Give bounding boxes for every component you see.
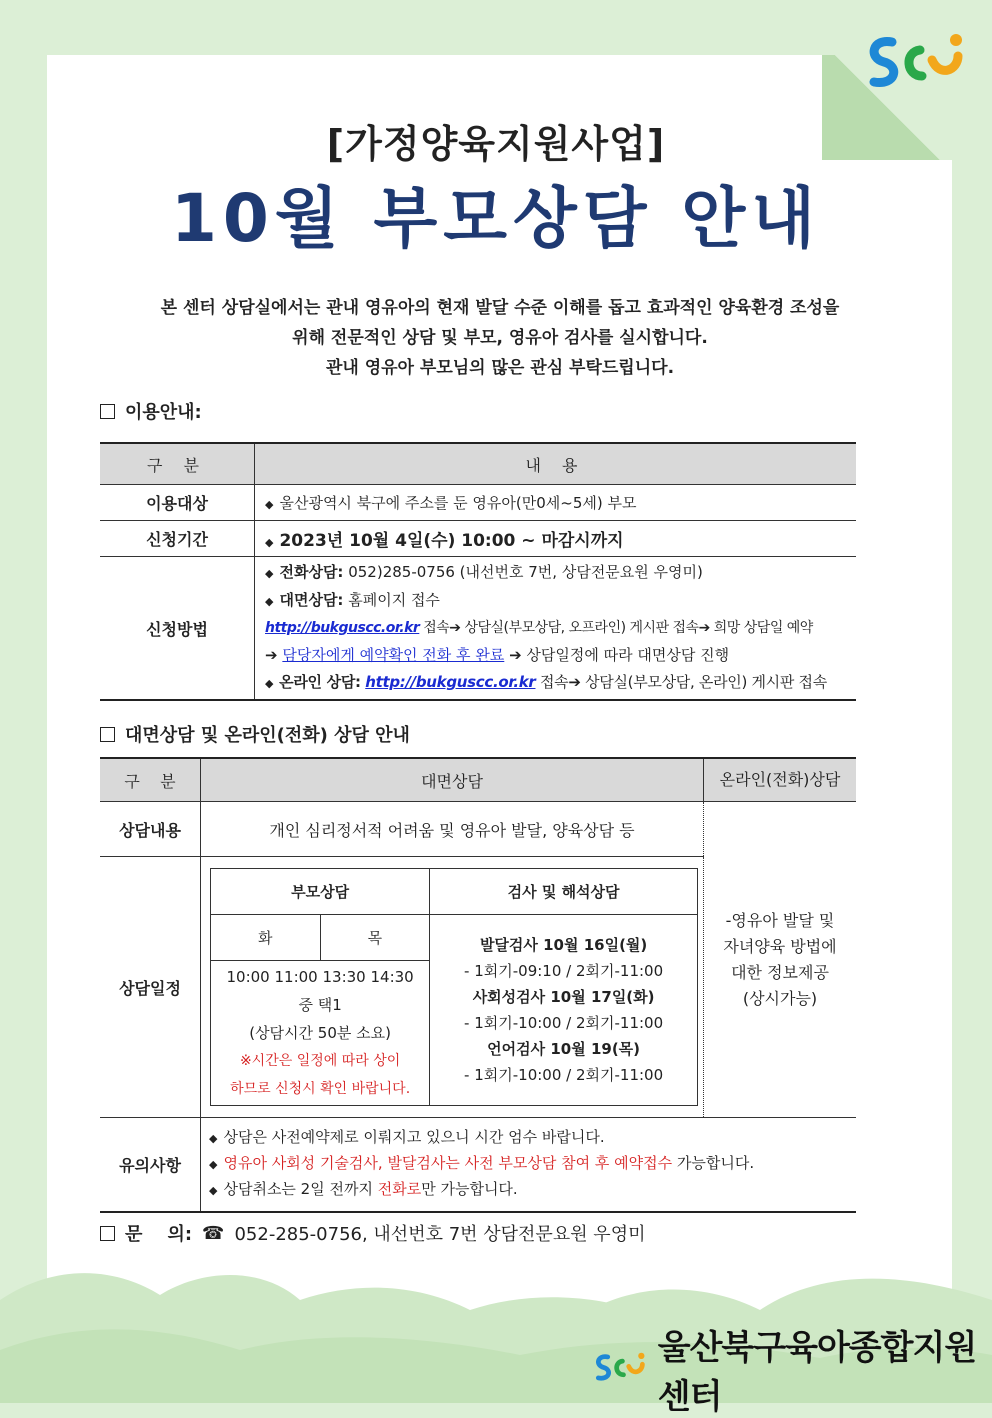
confirm-line-after: ➔ 상담일정에 따라 대면상담 진행	[509, 646, 730, 664]
online-method	[265, 669, 846, 697]
online-link-after: 접속➔ 상담실(부모상담, 온라인) 게시판 접속	[539, 673, 827, 691]
target-value	[255, 485, 857, 521]
usage-table	[100, 442, 856, 701]
parent-note: ※시간은 일정에 따라 상이	[239, 1053, 401, 1069]
center-logo-icon	[592, 1343, 650, 1395]
diamond-bullet-icon: ◆	[209, 1132, 218, 1146]
parent-choose: 중 택1	[298, 996, 342, 1014]
method-label: 신청방법	[100, 557, 255, 701]
counsel-table	[100, 757, 856, 1213]
diamond-bullet-icon: ◆	[265, 498, 274, 511]
visit-method-value: 홈페이지 접수	[348, 591, 440, 609]
online-info-line: (상시가능)	[742, 988, 818, 1008]
test-schedule	[430, 915, 698, 1106]
parent-times: 10:00 11:00 13:30 14:30	[226, 968, 414, 986]
center-brand	[592, 1320, 992, 1418]
caution-text: 상담은 사전예약제로 이뤄지고 있으니 시간 엄수 바랍니다.	[223, 1128, 605, 1147]
counsel-section-heading	[100, 721, 410, 747]
caution-red-text: 전화로	[377, 1180, 422, 1199]
usage-col-content: 내 용	[255, 443, 857, 485]
homepage-link-online[interactable]: http://bukguscc.or.kr	[365, 673, 536, 691]
schedule-table	[210, 868, 698, 1106]
period-value-text: 2023년 10월 4일(수) 10:00 ~ 마감시까지	[279, 531, 624, 551]
confirm-line	[265, 642, 846, 669]
caution-red-text: 영유아 사회성 기술검사, 발달검사는 사전 부모상담 참여 후 예약접수	[223, 1154, 673, 1173]
diamond-bullet-icon: ◆	[209, 1158, 218, 1172]
period-value	[255, 521, 857, 557]
thursday-cell: 목	[320, 915, 430, 961]
visit-link-after: 접속➔ 상담실(부모상담, 오프라인) 게시판 접속➔ 희망 상담일 예약	[423, 620, 813, 636]
social-test-date: 사회성검사 10월 17일(화)	[472, 988, 655, 1006]
counsel-col-category: 구 분	[100, 758, 201, 802]
visit-method	[265, 587, 846, 615]
target-value-text: 울산광역시 북구에 주소를 둔 영유아(만0세~5세) 부모	[279, 494, 637, 512]
brand-name: 울산북구육아종합지원센터	[657, 1328, 977, 1417]
caution-list	[201, 1118, 857, 1212]
online-method-label: 온라인 상담:	[279, 673, 361, 691]
counsel-col-visit: 대면상담	[201, 758, 704, 802]
intro-line: 본 센터 상담실에서는 관내 영유아의 현재 발달 수준 이해를 돕고 효과적인 양육환경 조성을	[160, 298, 840, 318]
page-subtitle: [가정양육지원사업]	[326, 122, 666, 166]
content-value: 개인 심리정서적 어려움 및 영유아 발달, 양육상담 등	[201, 802, 704, 857]
phone-icon: ☎	[202, 1222, 225, 1244]
period-label: 신청기간	[100, 521, 255, 557]
dev-test-times: - 1회기-09:10 / 2회기-11:00	[464, 962, 664, 980]
contact-line	[100, 1220, 645, 1246]
diamond-bullet-icon: ◆	[265, 677, 274, 690]
intro-line: 위해 전문적인 상담 및 부모, 영유아 검사를 실시합니다.	[292, 328, 708, 348]
parent-counsel-head: 부모상담	[211, 869, 430, 915]
counsel-heading-text: 대면상담 및 온라인(전화) 상담 안내	[125, 725, 410, 746]
caution-text: 상담취소는 2일 전까지	[223, 1180, 378, 1199]
center-logo-icon	[862, 30, 972, 100]
schedule-cell	[201, 857, 704, 1118]
usage-section-heading	[100, 398, 202, 424]
method-value	[255, 557, 857, 701]
checkbox-square-icon	[100, 1226, 115, 1241]
caution-item	[209, 1151, 855, 1177]
contact-value: 052-285-0756, 내선번호 7번 상담전문요원 우영미	[234, 1224, 646, 1245]
diamond-bullet-icon: ◆	[209, 1184, 218, 1198]
test-counsel-head: 검사 및 해석상담	[430, 869, 698, 915]
confirm-call-text: 담당자에게 예약확인 전화 후 완료	[282, 646, 505, 664]
diamond-bullet-icon: ◆	[265, 567, 274, 580]
diamond-bullet-icon: ◆	[265, 536, 274, 549]
phone-method	[265, 559, 846, 587]
intro-line: 관내 영유아 부모님의 많은 관심 부탁드립니다.	[325, 358, 675, 378]
intro-paragraph	[100, 293, 900, 383]
target-label: 이용대상	[100, 485, 255, 521]
caution-label: 유의사항	[100, 1118, 201, 1212]
online-info-line: -영유아 발달 및	[725, 910, 835, 930]
caution-item	[209, 1177, 855, 1203]
content-label: 상담내용	[100, 802, 201, 857]
caution-text: 가능합니다.	[676, 1154, 755, 1173]
lang-test-date: 언어검사 10월 19(목)	[487, 1040, 641, 1058]
counsel-col-online: 온라인(전화)상담	[704, 758, 857, 802]
online-info	[704, 802, 857, 1118]
schedule-label: 상담일정	[100, 857, 201, 1118]
social-test-times: - 1회기-10:00 / 2회기-11:00	[464, 1014, 664, 1032]
dev-test-date: 발달검사 10월 16일(월)	[479, 936, 648, 954]
phone-method-value: 052)285-0756 (내선번호 7번, 상담전문요원 우영미)	[348, 563, 703, 581]
tuesday-cell: 화	[211, 915, 321, 961]
lang-test-times: - 1회기-10:00 / 2회기-11:00	[464, 1066, 664, 1084]
diamond-bullet-icon: ◆	[265, 595, 274, 608]
parent-note: 하므로 신청시 확인 바랍니다.	[230, 1081, 411, 1097]
arrow-right-icon: ➔	[265, 646, 278, 664]
contact-label: 문 의:	[125, 1224, 193, 1245]
visit-method-label: 대면상담:	[279, 591, 344, 609]
page-title: 10월 부모상담 안내	[170, 180, 822, 257]
homepage-link[interactable]: http://bukguscc.or.kr	[265, 620, 420, 636]
caution-text: 만 가능합니다.	[421, 1180, 518, 1199]
caution-item	[209, 1125, 855, 1151]
checkbox-square-icon	[100, 727, 115, 742]
online-info-line: 대한 정보제공	[731, 962, 829, 982]
parent-schedule	[211, 961, 430, 1106]
usage-heading-text: 이용안내:	[125, 402, 202, 423]
visit-link-line	[265, 615, 846, 642]
online-info-line: 자녀양육 방법에	[723, 936, 837, 956]
usage-col-category: 구 분	[100, 443, 255, 485]
phone-method-label: 전화상담:	[279, 563, 344, 581]
checkbox-square-icon	[100, 404, 115, 419]
parent-duration: (상담시간 50분 소요)	[249, 1024, 391, 1042]
